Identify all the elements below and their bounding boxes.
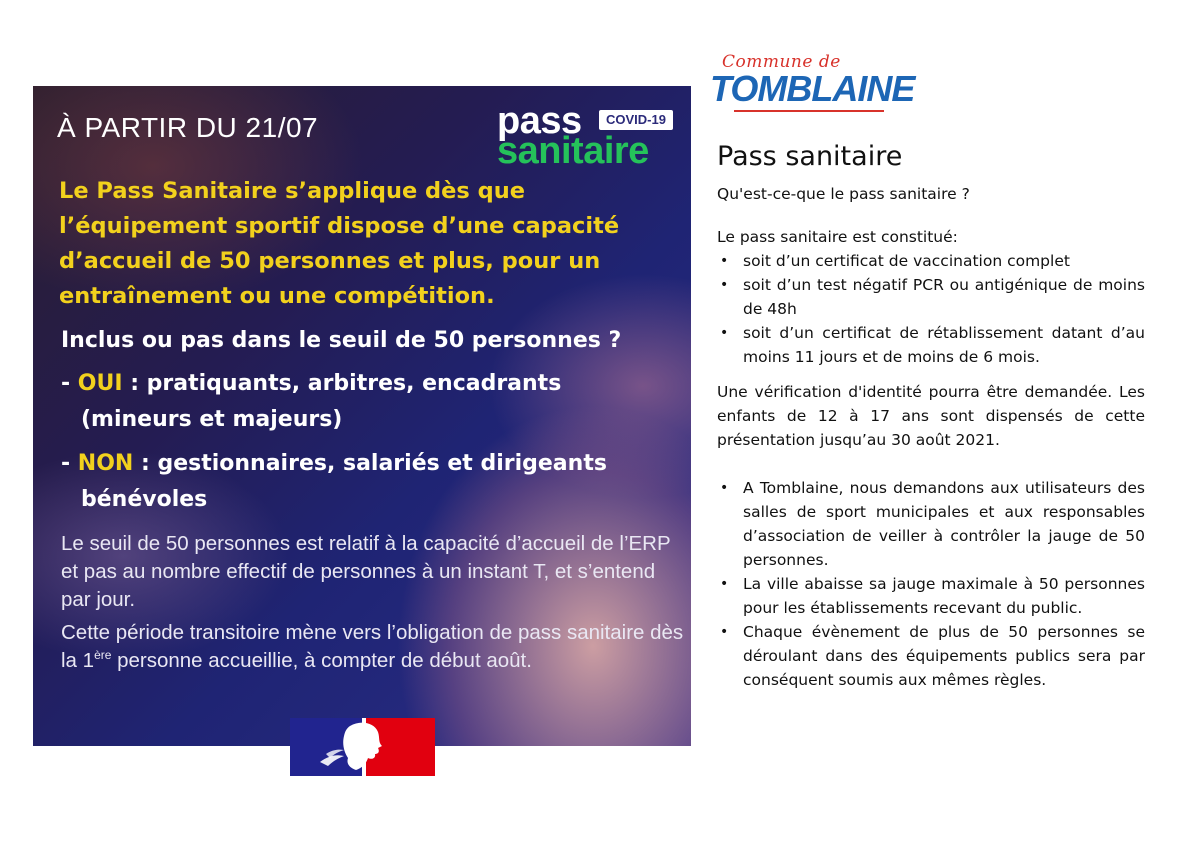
page-title: Pass sanitaire xyxy=(717,141,903,172)
list-item: • La ville abaisse sa jauge maximale à 50 personnes pour les établissements recevant du public. xyxy=(717,572,1145,620)
oui-continuation: (mineurs et majeurs) xyxy=(81,407,343,432)
poster-question: Inclus ou pas dans le seuil de 50 personnes ? xyxy=(61,328,622,353)
pass-sanitaire-poster xyxy=(33,86,691,746)
verification-paragraph: Une vérification d'identité pourra être demandée. Les enfants de 12 à 17 ans sont dispensés de cette présentation jusqu’au 30 août 2021. xyxy=(717,383,1145,449)
marianne-logo xyxy=(290,718,435,776)
tomblaine-logo xyxy=(708,52,915,114)
poster-transition-text xyxy=(61,619,691,675)
transition-after: personne accueillie, à compter de début août. xyxy=(111,649,532,672)
logo-name-text: TOMBLAINE xyxy=(710,68,915,109)
pass-logo-word2: sanitaire xyxy=(497,130,649,172)
pass-sanitaire-logo xyxy=(497,100,677,170)
measures-list xyxy=(717,476,1145,692)
constituents-block xyxy=(717,225,1145,369)
pass-logo-word1: pass xyxy=(497,100,582,142)
oui-keyword: OUI xyxy=(77,371,123,396)
non-continuation: bénévoles xyxy=(81,487,208,512)
list-item: • Chaque évènement de plus de 50 personnes se déroulant dans des équipements publics sera par conséquent soumis aux mêmes règles. xyxy=(717,620,1145,692)
logo-underline xyxy=(734,110,884,112)
oui-text: : pratiquants, arbitres, encadrants xyxy=(122,371,562,396)
poster-oui-line xyxy=(61,366,681,438)
page-subtitle: Qu'est-ce-que le pass sanitaire ? xyxy=(717,185,970,203)
poster-seuil-text: Le seuil de 50 personnes est relatif à la capacité d’accueil de l’ERP et pas au nombre effectif de personnes à un instant T, et s’entend par jour. xyxy=(61,532,671,611)
constituents-list xyxy=(717,249,1145,369)
logo-script-text: Commune de xyxy=(722,52,841,72)
transition-before: Cette période transitoire mène vers l’obligation de pass sanitaire dès la 1 xyxy=(61,621,684,672)
list-item: • soit d’un certificat de vaccination complet xyxy=(717,249,1145,273)
poster-non-line xyxy=(61,446,681,518)
oui-prefix: - xyxy=(61,371,78,396)
constituents-intro: Le pass sanitaire est constitué: xyxy=(717,228,958,246)
poster-date: À PARTIR DU 21/07 xyxy=(57,112,319,143)
poster-headline: Le Pass Sanitaire s’applique dès que l’équipement sportif dispose d’une capacité d’accueil de 50 personnes et plus, pour un entraînement ou une compétition. xyxy=(59,178,620,309)
non-text: : gestionnaires, salariés et dirigeants xyxy=(133,451,607,476)
transition-sup: ère xyxy=(94,648,112,663)
list-item: • soit d’un test négatif PCR ou antigénique de moins de 48h xyxy=(717,273,1145,321)
list-item: • soit d’un certificat de rétablissement datant d’au moins 11 jours et de moins de 6 mois. xyxy=(717,321,1145,369)
non-keyword: NON xyxy=(77,451,134,476)
marianne-profile-icon xyxy=(290,718,435,776)
non-prefix: - xyxy=(61,451,78,476)
measures-block xyxy=(717,476,1145,692)
list-item: • A Tomblaine, nous demandons aux utilisateurs des salles de sport municipales et aux responsables d’association de veiller à contrôler la jauge de 50 personnes. xyxy=(717,476,1145,572)
covid-badge: COVID-19 xyxy=(599,110,673,130)
